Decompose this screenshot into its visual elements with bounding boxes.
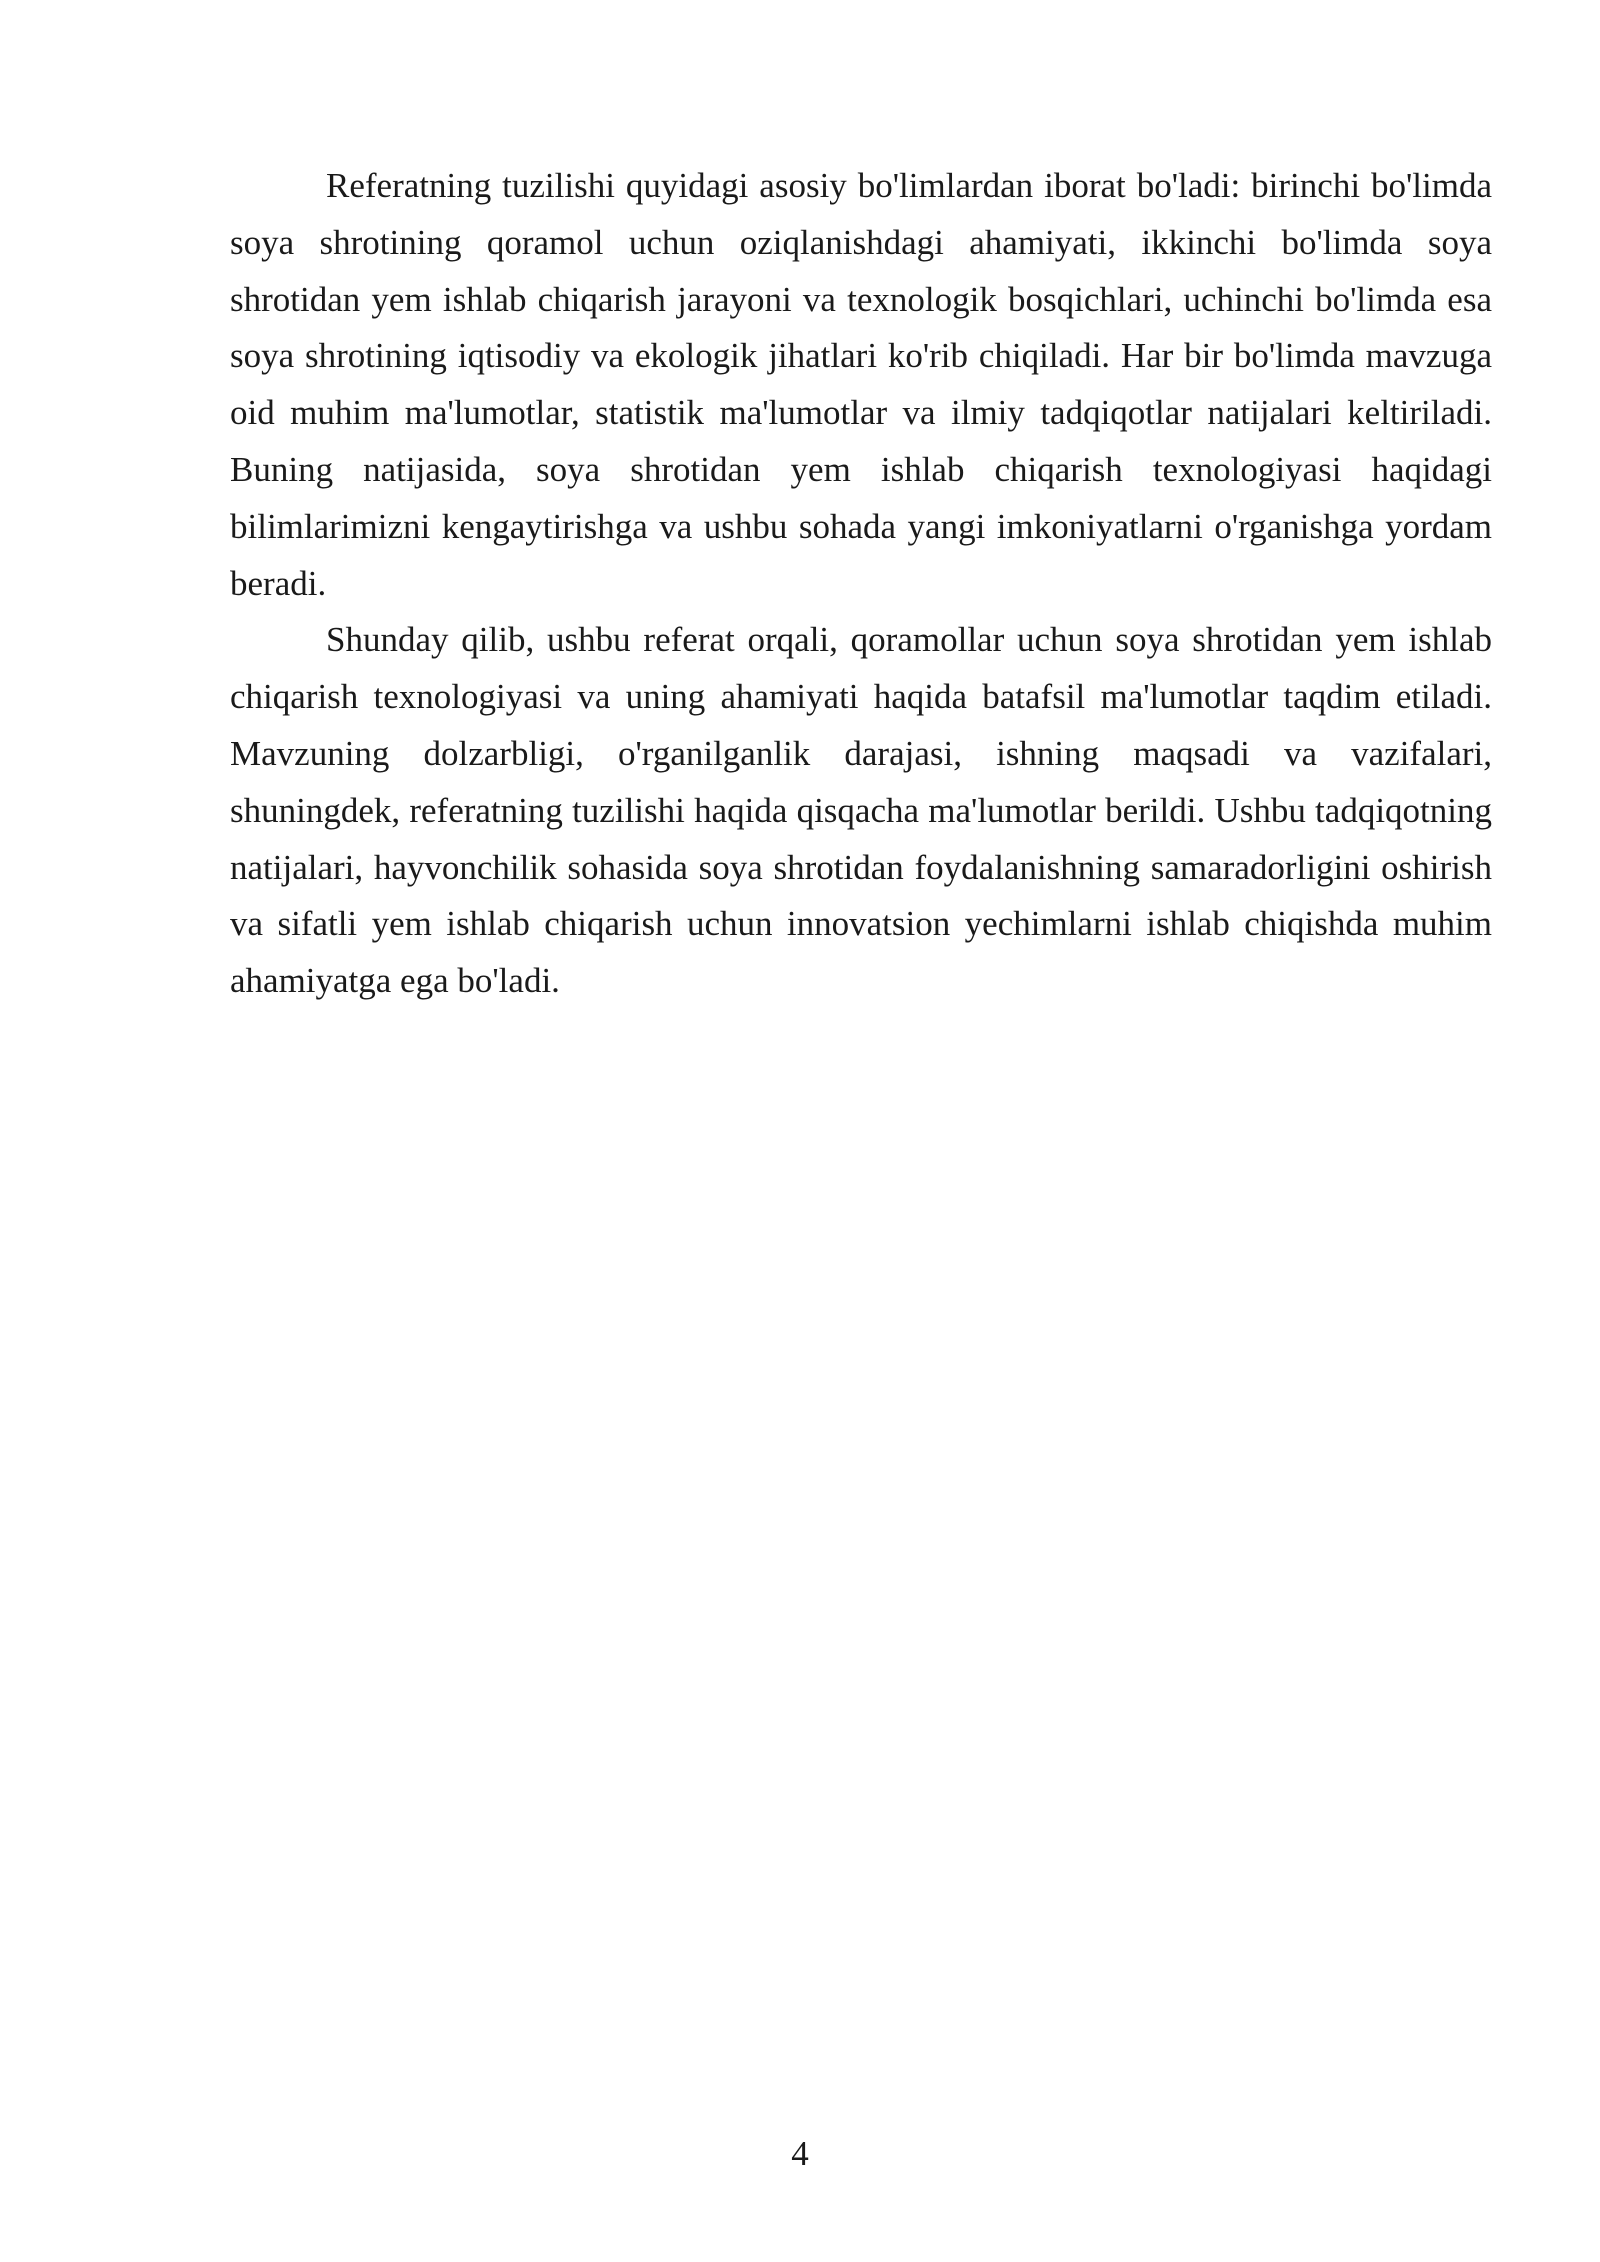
paragraph-conclusion: Shunday qilib, ushbu referat orqali, qoramollar uchun soya shrotidan yem ishlab chiqarish texnologiyasi va uning ahamiyati haqida batafsil ma'lumotlar taqdim etiladi. Mavzuning dolzarbligi, o'rganilganlik darajasi, ishning maqsadi va vazifalari, shuningdek, referatning tuzilishi haqida qisqacha ma'lumotlar berildi. Ushbu tadqiqotning natijalari, hayvonchilik sohasida soya shrotidan foydalanishning samaradorligini oshirish va sifatli yem ishlab chiqarish uchun innovatsion yechimlarni ishlab chiqishda muhim ahamiyatga ega bo'ladi.: [230, 620, 1492, 1001]
body-text: [230, 158, 1492, 1010]
paragraph-structure: Referatning tuzilishi quyidagi asosiy bo'limlardan iborat bo'ladi: birinchi bo'limda soya shrotining qoramol uchun oziqlanishdagi ahamiyati, ikkinchi bo'limda soya shrotidan yem ishlab chiqarish jarayoni va texnologik bosqichlari, uchinchi bo'limda esa soya shrotining iqtisodiy va ekologik jihatlari ko'rib chiqiladi. Har bir bo'limda mavzuga oid muhim ma'lumotlar, statistik ma'lumotlar va ilmiy tadqiqotlar natijalari keltiriladi. Buning natijasida, soya shrotidan yem ishlab chiqarish texnologiyasi haqidagi bilimlarimizni kengaytirishga va ushbu sohada yangi imkoniyatlarni o'rganishga yordam beradi.: [230, 166, 1492, 603]
page-number: 4: [791, 2134, 809, 2173]
